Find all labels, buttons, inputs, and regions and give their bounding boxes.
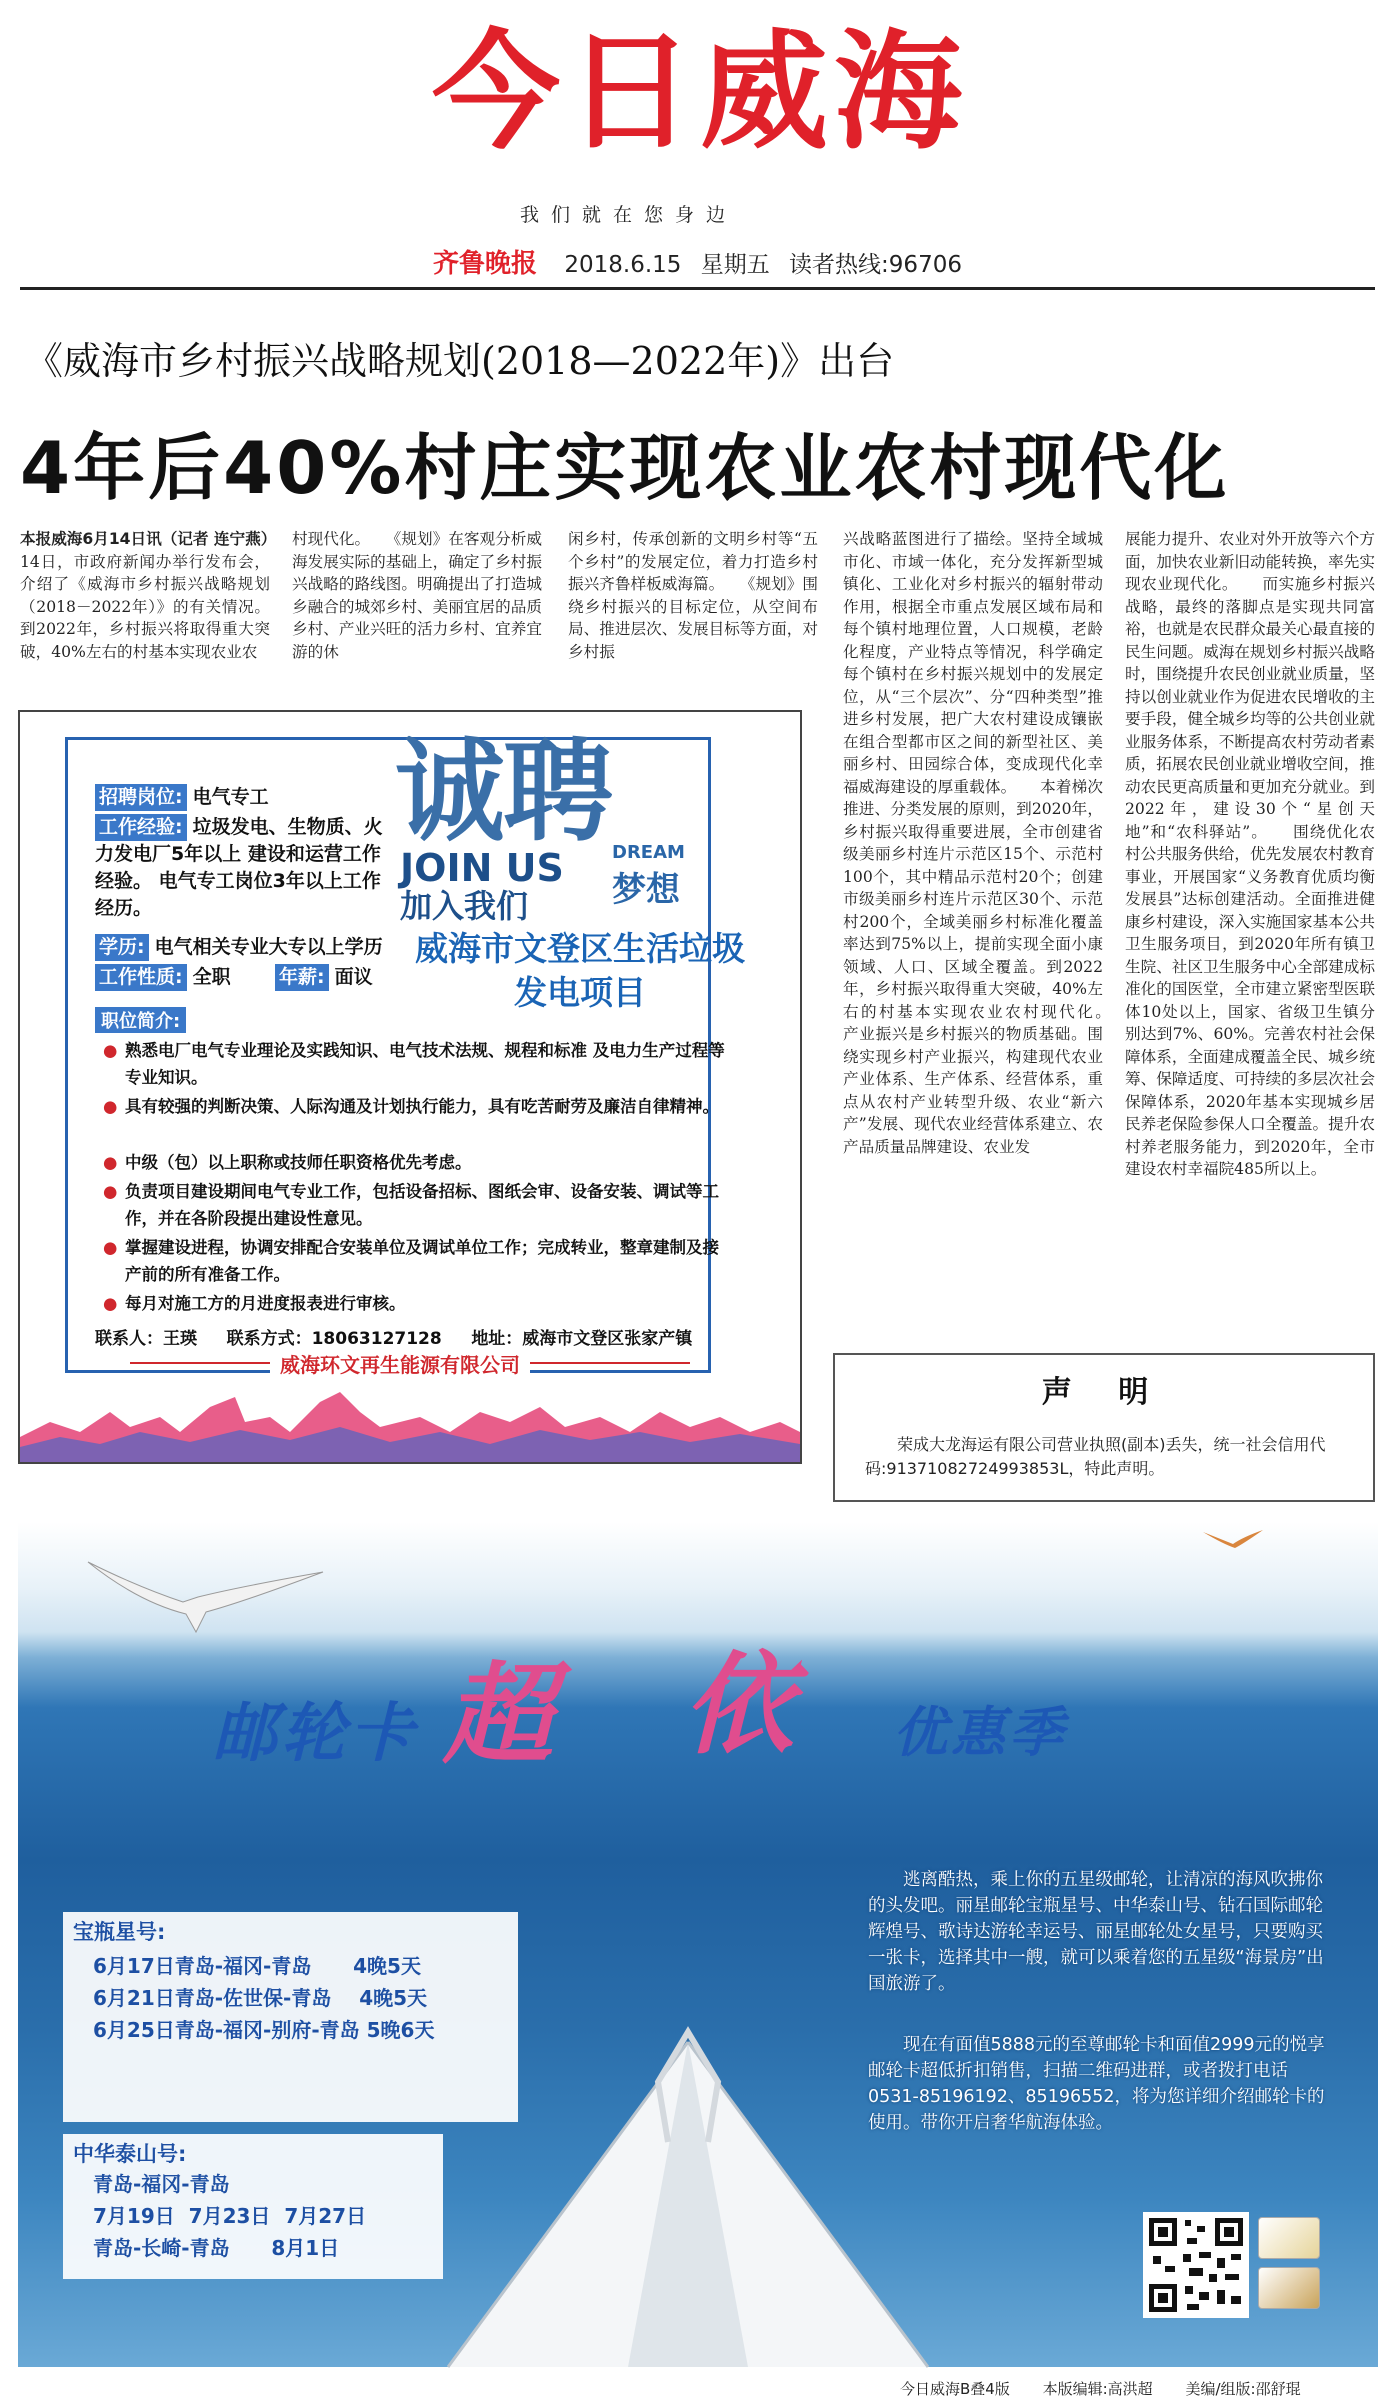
recruit-title: 诚聘 [395,728,611,856]
contact-phone: 联系方式：18063127128 [226,1329,442,1349]
schedule-row: 6月25日青岛-福冈-别府-青岛 5晚6天 [93,2018,435,2042]
recruitment-ad [18,710,802,1464]
dream-en: DREAM [612,842,685,863]
schedule-row: 青岛-福冈-青岛 [93,2172,230,2196]
footer-page: 今日威海B叠4版 [900,2380,1010,2398]
article-subhead: 《威海市乡村振兴战略规划(2018—2022年)》出台 [25,339,895,383]
article-column-4 [843,528,1135,1318]
seagull-icon [78,1532,338,1642]
cruise-card-gold [1258,2217,1320,2259]
schedule-row: 6月17日青岛-福冈-青岛 4晚5天 [93,1954,421,1978]
article-byline: 本报威海6月14日讯（记者 连宁燕） [20,530,277,548]
issue-weekday: 星期五 [700,252,770,278]
schedule-box-2 [63,2134,443,2279]
cruise-title-a: 邮轮卡 [213,1697,417,1771]
cruise-promo-2: 现在有面值5888元的至尊邮轮卡和面值2999元的悦享邮轮卡超低折扣销售，扫描二维码进群，或者拨打电话0531-85196192、85196552，将为您详细介绍邮轮卡的使用。带你开启奢华航海体验。 [868,2035,1325,2133]
duty-item: ● 每月对施工方的月进度报表进行审核。 [125,1290,735,1317]
masthead [0,0,1395,290]
cruise-card-silver [1258,2267,1320,2309]
cruise-title-b: 超 [443,1651,553,1779]
schedule-box-1 [63,1912,518,2122]
join-us-en: JOIN US [400,846,564,890]
notice-body: 荣成大龙海运有限公司营业执照(副本)丢失，统一社会信用代码:91371082724993853L，特此声明。 [865,1435,1326,1478]
masthead-rule [20,287,1375,290]
recruit-contact [95,1324,692,1349]
duty-item: ● 负责项目建设期间电气专业工作，包括设备招标、图纸会审、设备安装、调试等工作，并在各阶段提出建设性意见。 [125,1178,735,1232]
cruise-title-c: 依 [683,1641,793,1769]
article-column-4-text: 兴战略蓝图进行了描绘。坚持全域城市化、市域一体化，充分发挥新型城镇化、工业化对乡村振兴的辐射带动作用，根据全市重点发展区域布局和每个镇村地理位置，人口规模，老龄化程度，产业特点等情况，科学确定每个镇村在乡村振兴规划中的发展定位，从“三个层次”、分“四种类型”推进乡村发展，把广大农村建设成镶嵌在组合型都市区之间的新型社区、美丽乡村、田园综合体，变成现代化幸福威海建设的厚重载体。 本着梯次推进、分类发展的原则，到2020年，乡村振兴取得重要进展，全市创建省级美丽乡村连片示范区15个、示范村100个，其中精品示范村20个；创建市级美丽乡村连片示范区30个、示范村200个，全域美丽乡村标准化覆盖率达到75%以上，提前实现全面小康领域、人口、区域全覆盖。到2022年，乡村振兴取得重大突破，40%左右的村基本实现农业农村现代化。 产业振兴是乡村振兴的物质基础。围绕实现乡村产业振兴，构建现代农业产业体系、生产体系、经营体系，重点从农村产业转型升级、农业“新六产”发展、现代农业经营体系建立、农产品质量品牌建设、农业发 [843,530,1135,1156]
legal-notice [833,1353,1375,1502]
recruit-experience: 工作经验: 垃圾发电、生物质、火力发电厂5年以上 建设和运营工作经验。 电气专工岗位3年以上工作经历。 [95,816,383,919]
schedule-row: 青岛-长崎-青岛 8月1日 [93,2236,340,2260]
recruit-post: 招聘岗位: 电气专工 [95,784,395,811]
seagull-icon [1198,1522,1268,1552]
brand-name: 齐鲁晚报 [433,249,538,279]
duty-item: ● 中级（包）以上职称或技师任职资格优先考虑。 [125,1149,735,1176]
schedule-row: 7月19日 7月23日 7月27日 [93,2204,367,2228]
article-headline: 4年后40%村庄实现农业农村现代化 [20,426,1230,510]
qr-code-icon[interactable] [1143,2212,1249,2318]
ship-name-1: 宝瓶星号: [73,1920,166,1944]
cruise-promo-1: 逃离酷热，乘上你的五星级邮轮，让清凉的海风吹拂你的头发吧。丽星邮轮宝瓶星号、中华泰山号、钻石国际邮轮辉煌号、歌诗达游轮幸运号、丽星邮轮处女星号，只要购买一张卡，选择其中一艘，就可以乘着您的五星级“海景房”出国旅游了。 [868,1870,1324,1994]
ship-name-2: 中华泰山号: [73,2142,187,2166]
join-us-cn: 加入我们 [400,887,529,925]
dateline [0,243,1395,280]
dream-cn: 梦想 [612,870,680,910]
reader-hotline: 读者热线:96706 [789,252,962,278]
contact-person: 联系人：王瑛 [95,1329,197,1349]
article-column-3 [568,528,818,688]
issue-date: 2018.6.15 [564,252,682,278]
schedule-row: 6月21日青岛-佐世保-青岛 4晚5天 [93,1986,428,2010]
duty-item: ● 具有较强的判断决策、人际沟通及计划执行能力，具有吃苦耐劳及廉洁自律精神。 [125,1093,735,1120]
recruit-education: 学历: 电气相关专业大专以上学历 [95,934,415,961]
article-column-2 [292,528,542,688]
duties-header: 职位简介: [95,1007,186,1033]
cruise-title-d: 优惠季 [893,1701,1067,1764]
slogan: 我们就在您身边 [520,204,738,226]
city-skyline-graphic [20,1382,800,1462]
article-column-1 [20,528,277,688]
footer-design: 美编/组版:邵舒琨 [1185,2380,1301,2398]
cruise-card-ad [18,1522,1378,2367]
duty-item: ● 熟悉电厂电气专业理论及实践知识、电气技术法规、规程和标准 及电力生产过程等专业知识。 [125,1037,735,1091]
footer-editor: 本版编辑:高洪超 [1042,2380,1153,2398]
company-name: 威海环文再生能源有限公司 [270,1349,530,1378]
article-column-3-text: 闲乡村，传承创新的文明乡村等“五个乡村”的发展定位，着力打造乡村振兴齐鲁样板威海篇。 《规划》围绕乡村振兴的目标定位，从空间布局、推进层次、发展目标等方面，对乡村振 [568,530,818,661]
contact-address: 地址：威海市文登区张家产镇 [471,1329,693,1349]
notice-title: 声 明 [1041,1375,1167,1410]
recruit-salary: 年薪: 面议 [275,964,435,991]
article-column-1-text: 14日，市政府新闻办举行发布会，介绍了《威海市乡村振兴战略规划（2018－2022年）》的有关情况。到2022年，乡村振兴将取得重大突破，40%左右的村基本实现农业农 [20,552,270,661]
page-footer [900,2378,1329,2399]
article-column-2-text: 村现代化。 《规划》在客观分析威海发展实际的基础上，确定了乡村振兴战略的路线图。明确提出了打造城乡融合的城郊乡村、美丽宜居的品质乡村、产业兴旺的活力乡村、宜养宜游的休 [292,530,542,661]
duty-item: ● 掌握建设进程，协调安排配合安装单位及调试单位工作；完成转业，整章建制及接产前的所有准备工作。 [125,1234,735,1288]
newspaper-logo: 今日威海 [431,18,968,167]
article-column-5-text: 展能力提升、农业对外开放等六个方面，加快农业新旧动能转换，率先实现农业现代化。 而实施乡村振兴战略，最终的落脚点是实现共同富裕，也就是农民群众最关心最直接的民生问题。威海在规划乡村振兴战略时，围绕提升农民创业就业质量，坚持以创业就业作为促进农民增收的主要手段，健全城乡均等的公共创业就业服务体系，不断提高农村劳动者素质，拓展农民创业就业增收空间，推动农民更高质量和更加充分就业。到2022年，建设30个“星创天地”和“农科驿站”。 围绕优化农村公共服务供给，优先发展农村教育事业，开展国家“义务教育优质均衡发展县”达标创建活动。全面推进健康乡村建设，深入实施国家基本公共卫生服务项目，到2020年所有镇卫生院、社区卫生服务中心全部建成标准化的国医堂，全市建立紧密型医联体10处以上，国家、省级卫生镇分别达到7%、60%。完善农村社会保障体系，全面建成覆盖全民、城乡统筹、保障适度、可持续的多层次社会保障体系，2020年基本实现城乡居民养老保险参保人口全覆盖。提升农村养老服务能力，到2020年，全市建设农村幸福院485所以上。 [1125,530,1375,1178]
article-column-5 [1125,528,1375,1318]
recruit-project: 威海市文登区生活垃圾发电项目 [415,929,745,1012]
recruit-job-type: 工作性质: 全职 [95,964,255,991]
